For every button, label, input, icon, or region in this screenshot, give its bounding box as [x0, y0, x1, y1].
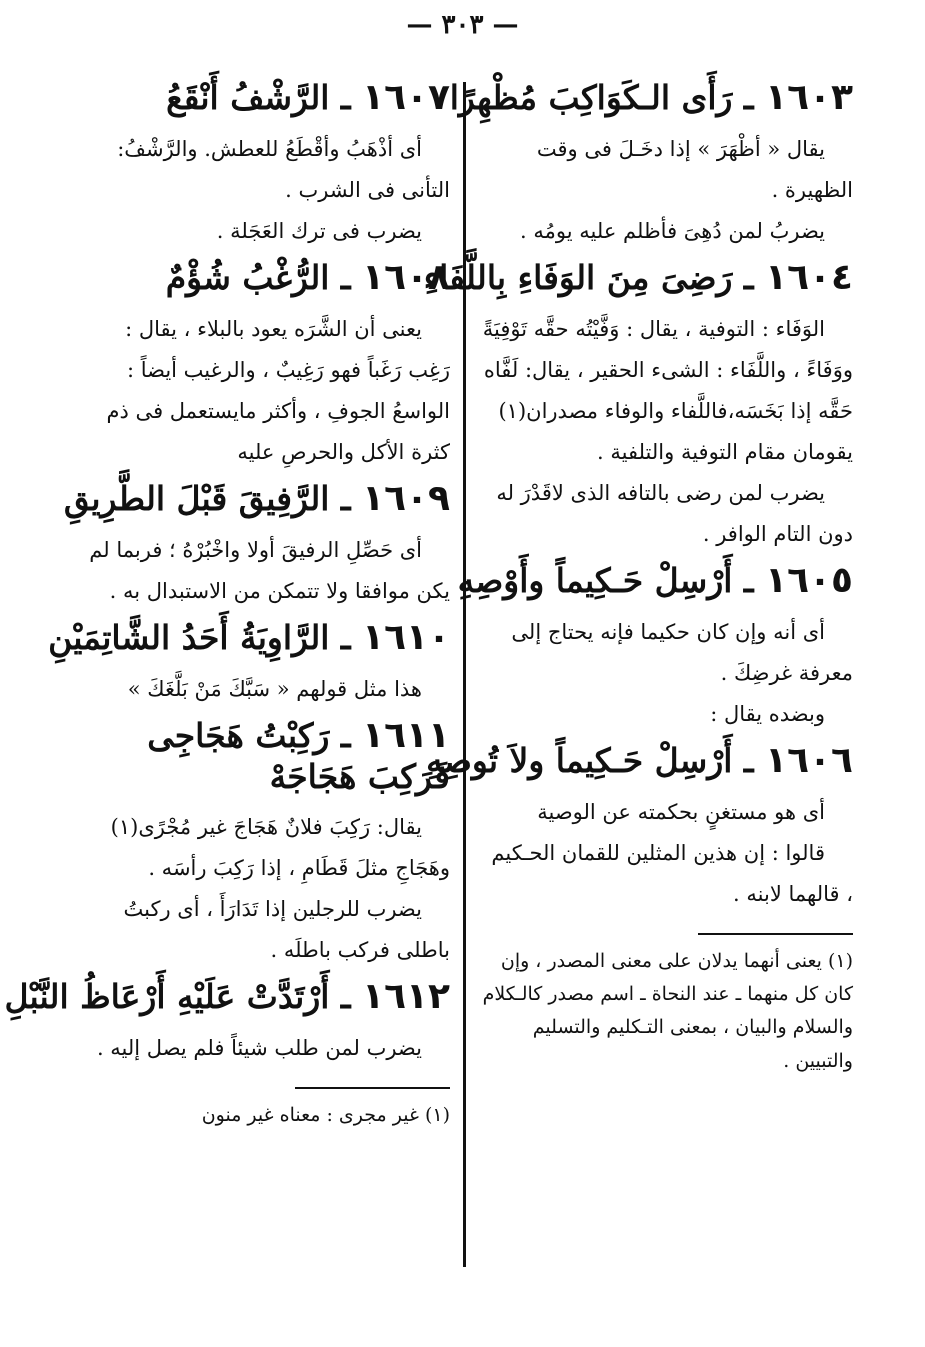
- footnote-separator: [698, 933, 853, 935]
- page-number: — ٣٠٣ —: [406, 10, 519, 40]
- entry-text: قالوا : إن هذين المثلين للقمان الحـكيم ، قالهما لابنه .: [491, 840, 853, 906]
- entry-number: ١٦١٠: [362, 617, 450, 658]
- entry-text: يعنى أن الشَّرَه يعود بالبلاء ، يقال : رَغِب رَغَباً فهو رَغِيبٌ ، والرغيب أيضاً : الواسعُ الجوفِ ، وأكثر مايستعمل فى ذم كثرة الأكل والحرصِ عليه: [106, 317, 450, 464]
- entry-number: ١٦٠٦: [765, 739, 853, 781]
- entry-text: أى أنه وإن كان حكيما فإنه يحتاج إلى معرفة غرضِكَ .: [511, 620, 853, 685]
- entry-text: الوَفَاء : التوفية ، يقال : وَفَّيْتُه حقَّه تَوْفِيَةً ووَفَاءً ، واللَّفَاء : الشىء الحقير ، يقال: لَفَّاه حَقَّه إذا بَخَسَه،فاللَّفاء والوفاء مصدران(١) يقومان مقام التوفية والتلفية .: [482, 317, 853, 464]
- entry-text: أى هو مستغنٍ بحكمته عن الوصية: [537, 800, 825, 824]
- entry-1609: [63, 477, 450, 612]
- entry-title: ١٦٠٩ ـ الرَّفِيقَ قَبْلَ الطَّرِيقِ: [63, 477, 450, 519]
- entry-text: يقال « أظْهَرَ » إذا دخَـلَ فى وقت الظهيرة .: [536, 137, 853, 203]
- footnote: (١) غير مجرى : معناه غير منون: [201, 1103, 450, 1126]
- entry-number: ١٦٠٩: [362, 477, 450, 519]
- entry-number: ١٦٠٧: [362, 77, 450, 118]
- entry-number: ١٦٠٥: [765, 559, 853, 601]
- entry-proverb: الرَّشْفُ أَنْقَعُ: [166, 78, 330, 117]
- entry-usage: يضرب للرجلين إذا تَدَارَأَ ، أى ركبتُ باطلى فركب باطلَه .: [123, 896, 450, 962]
- entry-proverb: أَرْسِلْ حَـكِيماً ولاَ تُوصِهِ: [426, 740, 733, 780]
- entry-title: ١٦٠٣ ـ رَأَى الـكَوَاكِبَ مُظْهِرًا: [449, 77, 853, 118]
- entry-title: ١٦٠٥ ـ أَرْسِلْ حَـكِيماً وأَوْصِهِ: [457, 559, 853, 601]
- entry-number: ١٦٠٤: [765, 257, 853, 298]
- footnote: (١) يعنى أنهما يدلان على معنى المصدر ، وإن كان كل منهما ـ عند النحاة ـ اسم مصدر كالـكلام والسلام والبيان ، بمعنى التـكليم والتسليم والتبيين .: [482, 949, 853, 1072]
- entry-text: أى حَصِّلِ الرفيقَ أولا واخْبُرْهُ ؛ فربما لم يكن موافقا ولا تتمكن من الاستبدال به .: [89, 538, 450, 604]
- entry-title: ١٦١٠ ـ الرَّاوِيَةُ أَحَدُ الشَّاتِمَيْنِ: [48, 617, 450, 658]
- entry-number: ١٦٠٣: [765, 77, 853, 118]
- entry-usage: يضرب فى ترك العَجَلة .: [216, 219, 422, 244]
- entry-proverb: الرُّغْبُ شُؤْمٌ: [165, 258, 330, 297]
- right-column: [423, 72, 853, 1078]
- entry-title: ١٦٠٨ ـ الرُّغْبُ شُؤْمٌ: [165, 257, 450, 298]
- entry-number: ١٦١٢: [362, 975, 450, 1017]
- entry-text: وبضده يقال :: [710, 701, 825, 726]
- entry-title: ١٦١٢ ـ أَرْتَدَّتْ عَلَيْهِ أَرْعَاظُ النَّبْلِ: [4, 975, 450, 1017]
- entry-text: يقال: رَكِبَ فلانٌ هَجَاجَ غير مُجْرًى(١) وهَجَاجِ مثلَ قَطَامِ ، إذا رَكِبَ رأسَه .: [110, 814, 450, 880]
- entry-title: ١٦٠٤ ـ رَضِىَ مِنَ الوَفَاءِ بِاللَّفَاءِ: [423, 257, 853, 298]
- entry-1607: [80, 76, 450, 252]
- entry-title: ١٦٠٧ ـ الرَّشْفُ أَنْقَعُ: [166, 77, 450, 118]
- entry-title: ١٦١١ ـ رَكِبْتُ هَجَاجِى فَرَكِبَ هَجَاجَهْ: [147, 715, 450, 797]
- entry-proverb: رَكِبْتُ هَجَاجِى فَرَكِبَ هَجَاجَهْ: [147, 716, 450, 797]
- entry-proverb: رَأَى الـكَوَاكِبَ مُظْهِرًا: [449, 78, 733, 117]
- entry-text: أى أذْهَبُ وأقْطَعُ للعطش. والرَّشْفُ: التأنى فى الشرب .: [117, 137, 450, 203]
- entry-1605: [457, 559, 853, 735]
- entry-title: ١٦٠٦ ـ أَرْسِلْ حَـكِيماً ولاَ تُوصِهِ: [426, 739, 853, 781]
- left-column: [4, 72, 450, 1132]
- entry-1610: [48, 616, 450, 710]
- entry-proverb: رَضِىَ مِنَ الوَفَاءِ بِاللَّفَاءِ: [423, 258, 733, 297]
- entry-1611: [80, 714, 450, 971]
- entry-1603: [449, 76, 853, 252]
- entry-usage: يضرب لمن رضى بالتافه الذى لاقَدْرَ له دون التام الوافر .: [496, 480, 853, 546]
- entry-1612: [4, 975, 450, 1069]
- entry-proverb: الرَّفِيقَ قَبْلَ الطَّرِيقِ: [63, 478, 330, 518]
- entry-usage: يضربُ لمن دُهِىَ فأظلم عليه يومُه .: [520, 219, 825, 244]
- entry-text: هذا مثل قولهم « سَبَّكَ مَنْ بَلَّغَكَ »: [127, 677, 422, 702]
- entry-proverb: أَرْسِلْ حَـكِيماً وأَوْصِهِ: [457, 560, 733, 600]
- entry-number: ١٦١١: [362, 715, 450, 757]
- entry-proverb: أَرْتَدَّتْ عَلَيْهِ أَرْعَاظُ النَّبْلِ: [4, 976, 330, 1016]
- entry-1606: [426, 739, 853, 915]
- entry-proverb: الرَّاوِيَةُ أَحَدُ الشَّاتِمَيْنِ: [48, 618, 330, 657]
- entry-1608: [80, 256, 450, 473]
- footnote-separator: [295, 1087, 450, 1089]
- entry-number: ١٦٠٨: [362, 257, 450, 298]
- entry-1604: [423, 256, 853, 555]
- entry-usage: يضرب لمن طلب شيئاً فلم يصل إليه .: [96, 1035, 422, 1060]
